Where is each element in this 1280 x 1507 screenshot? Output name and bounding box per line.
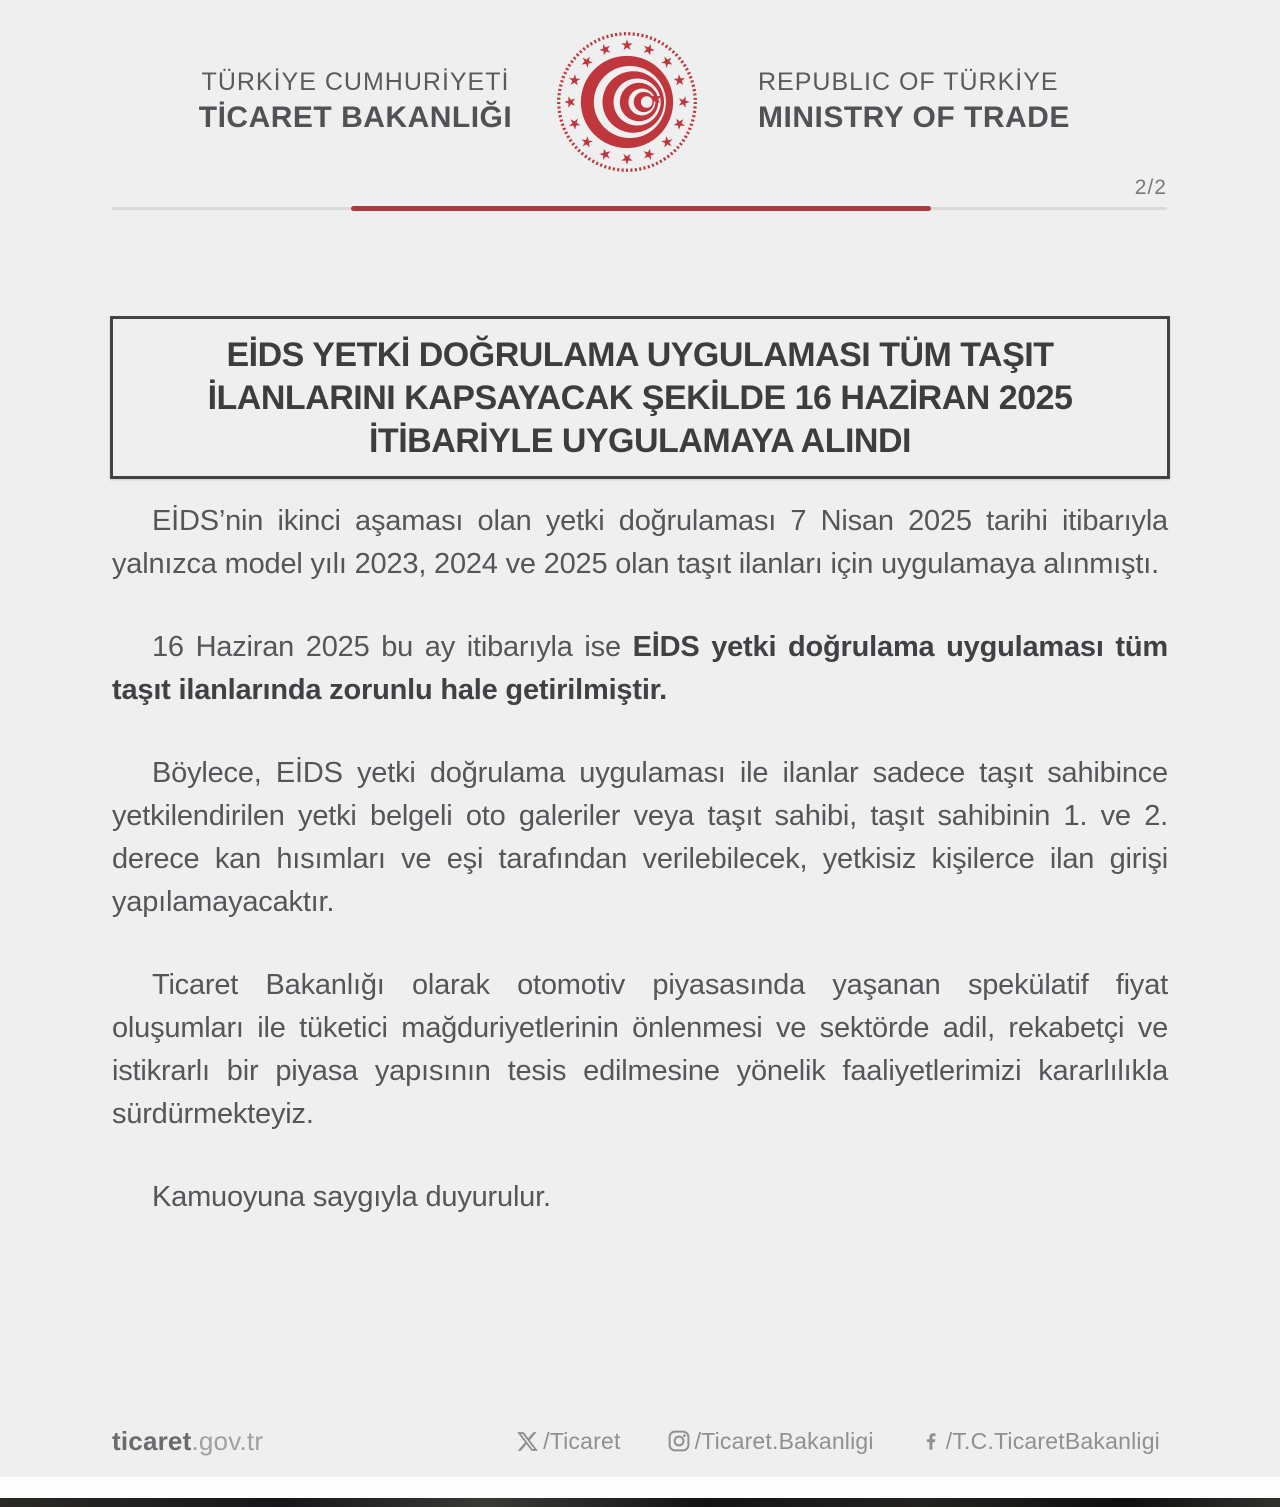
bottom-white-strip (0, 1477, 1280, 1498)
instagram-handle: /Ticaret.Bakanligi (694, 1427, 874, 1454)
header-left-block (183, 66, 528, 136)
logo-crescents-icon (581, 56, 673, 148)
facebook-handle: /T.C.TicaretBakanligi (945, 1427, 1160, 1454)
facebook-icon (920, 1430, 942, 1452)
social-links (516, 1428, 1160, 1455)
bottom-dark-strip (0, 1498, 1280, 1507)
header-ministry-tr: TİCARET BAKANLIĞI (198, 101, 513, 134)
x-icon (516, 1430, 539, 1453)
x-handle: /Ticaret (543, 1427, 621, 1454)
header-right-block (758, 66, 1118, 136)
header-country-en: REPUBLIC OF TÜRKİYE (758, 68, 1059, 96)
instagram-icon (667, 1429, 691, 1453)
footer (112, 1420, 1160, 1462)
paragraph-1: EİDS’nin ikinci aşaması olan yetki doğrulaması 7 Nisan 2025 tarihi itibarıyla yalnızca model yılı 2023, 2024 ve 2025 olan taşıt ilanları için uygulamaya alınmıştı. (112, 505, 1168, 580)
website-rest-part: .gov.tr (191, 1425, 264, 1456)
title-line-1: EİDS YETKİ DOĞRULAMA UYGULAMASI TÜM TAŞIT (226, 336, 1054, 374)
ministry-of-trade-logo (552, 27, 702, 177)
facebook-link[interactable] (920, 1428, 1160, 1455)
announcement-title-box (110, 316, 1170, 479)
paragraph-2-normal: 16 Haziran 2025 bu ay itibarıyla ise (152, 631, 633, 663)
instagram-link[interactable] (667, 1428, 874, 1455)
closing-statement: Kamuoyuna saygıyla duyurulur. (152, 1181, 551, 1213)
page-indicator: 2/2 (1134, 176, 1167, 199)
paragraph-2 (112, 626, 1168, 712)
title-line-2: İLANLARINI KAPSAYACAK ŞEKİLDE 16 HAZİRAN 2025 (207, 379, 1073, 417)
website-link[interactable] (112, 1426, 263, 1457)
header-divider-red-segment (351, 206, 931, 211)
announcement-body (112, 500, 1168, 1259)
x-twitter-link[interactable] (516, 1428, 620, 1455)
paragraph-3: Böylece, EİDS yetki doğrulama uygulaması ile ilanlar sadece taşıt sahibince yetkilendirilen yetki belgeli oto galeriler veya taşıt sahibi, taşıt sahibinin 1. ve 2. derece kan hısımları ve eşi tarafından verilebilecek, yetkisiz kişilerce ilan girişi yapılamayacaktır. (112, 757, 1168, 918)
header-ministry-en: MINISTRY OF TRADE (758, 101, 1070, 134)
header-country-tr: TÜRKİYE CUMHURİYETİ (201, 68, 510, 96)
title-line-3: İTİBARİYLE UYGULAMAYA ALINDI (368, 422, 911, 460)
paragraph-2-bold: EİDS yetki doğrulama uygulaması tüm taşıt ilanlarında zorunlu hale getirilmiştir. (112, 631, 1168, 706)
paragraph-4: Ticaret Bakanlığı olarak otomotiv piyasasında yaşanan spekülatif fiyat oluşumları ile tüketici mağduriyetlerinin önlenmesi ve sektörde adil, rekabetçi ve istikrarlı bir piyasa yapısının tesis edilmesine yönelik faaliyetlerimizi kararlılıkla sürdürmekteyiz. (112, 969, 1168, 1130)
website-bold-part: ticaret (112, 1425, 192, 1456)
header-divider (112, 207, 1167, 210)
